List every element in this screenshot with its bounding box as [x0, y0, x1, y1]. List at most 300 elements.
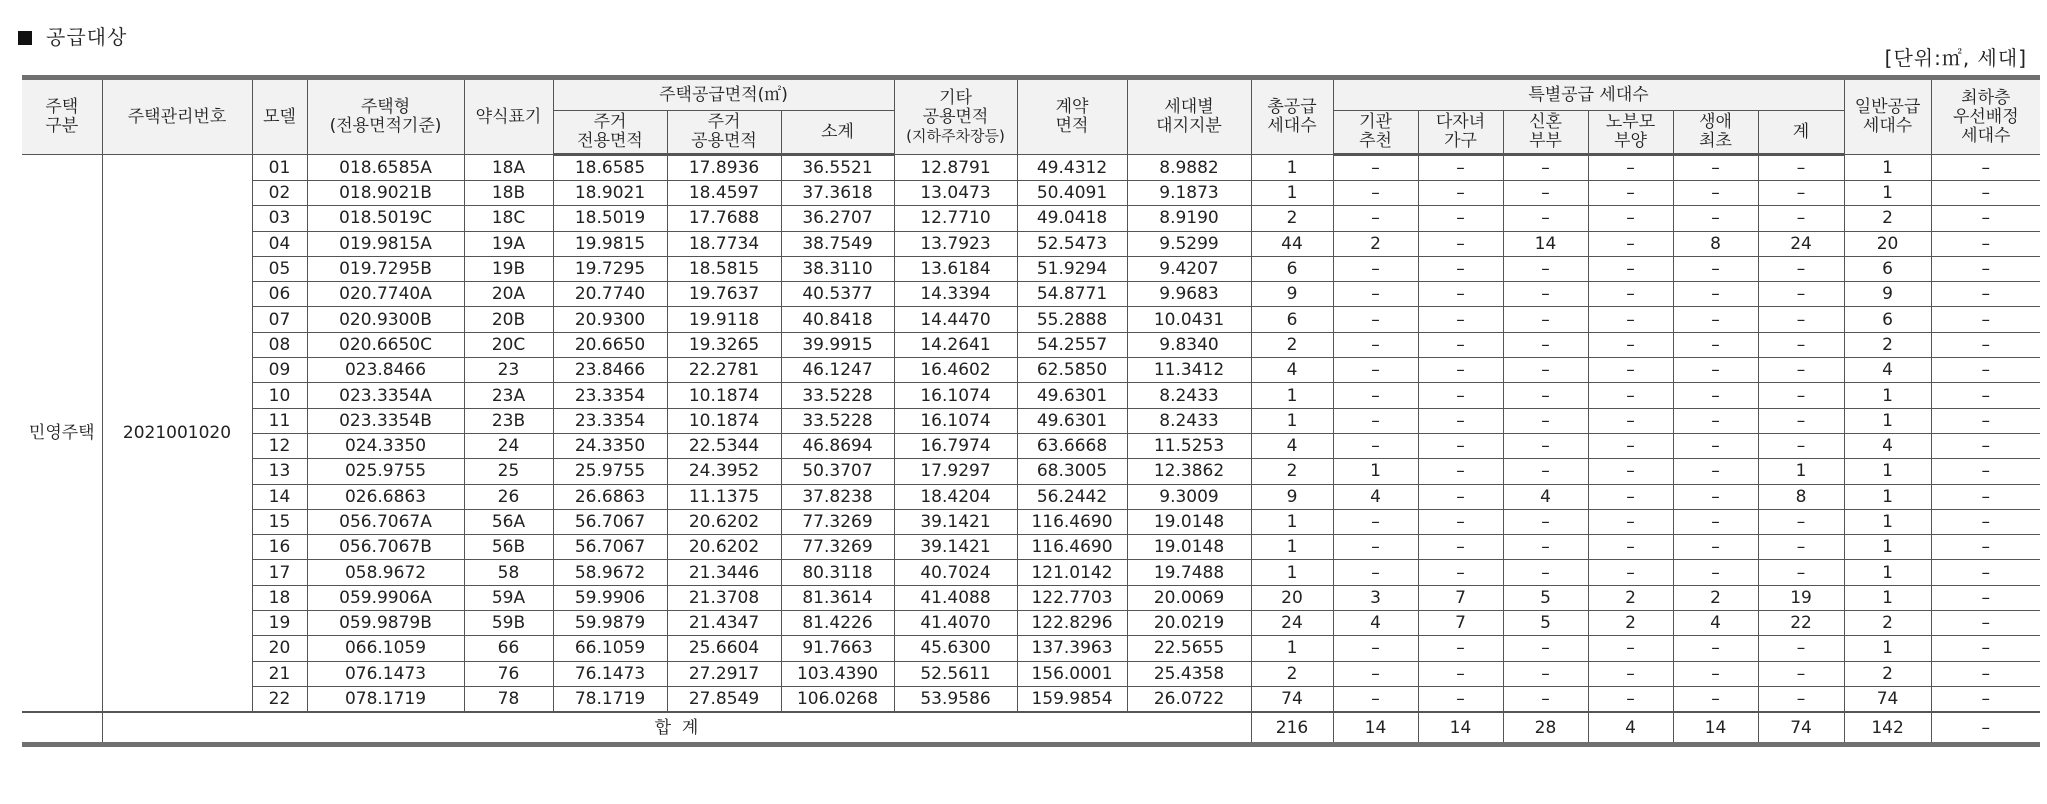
table-cell: 116.4690: [1017, 509, 1127, 534]
table-row: [22, 155, 2040, 181]
table-cell: 52.5473: [1017, 231, 1127, 256]
table-cell: 16.1074: [894, 408, 1017, 433]
table-cell: 20.7740: [553, 282, 667, 307]
table-cell: –: [1931, 231, 2040, 256]
table-cell: 18A: [464, 155, 553, 181]
table-cell: 49.6301: [1017, 383, 1127, 408]
table-cell: 121.0142: [1017, 560, 1127, 585]
table-row: [22, 383, 2040, 408]
table-cell: 3: [1333, 585, 1418, 610]
table-cell: –: [1333, 686, 1418, 712]
table-cell: 40.8418: [781, 307, 894, 332]
table-cell: –: [1673, 484, 1758, 509]
table-cell: –: [1931, 307, 2040, 332]
table-cell: 76.1473: [553, 661, 667, 686]
table-cell: 53.9586: [894, 686, 1017, 712]
table-cell: 018.5019C: [307, 206, 464, 231]
table-cell: 2: [1844, 661, 1931, 686]
table-row: [22, 206, 2040, 231]
table-cell: 20.0219: [1127, 611, 1251, 636]
supply-table: [22, 75, 2040, 747]
header-special-total: 계: [1758, 111, 1844, 155]
table-cell: –: [1588, 307, 1673, 332]
table-cell: –: [1758, 206, 1844, 231]
table-cell: –: [1418, 181, 1503, 206]
table-cell: –: [1418, 636, 1503, 661]
table-cell: –: [1758, 686, 1844, 712]
table-cell: 12: [252, 433, 307, 458]
table-cell: 19.9118: [667, 307, 781, 332]
table-cell: 27.8549: [667, 686, 781, 712]
header-model: 모델: [252, 78, 307, 155]
table-cell: 12.3862: [1127, 459, 1251, 484]
table-cell: 59A: [464, 585, 553, 610]
table-cell: –: [1758, 661, 1844, 686]
table-cell: –: [1503, 155, 1588, 181]
table-cell: –: [1418, 383, 1503, 408]
table-cell: –: [1588, 560, 1673, 585]
table-cell: –: [1673, 282, 1758, 307]
table-cell: –: [1588, 408, 1673, 433]
table-cell: 6: [1844, 307, 1931, 332]
table-cell: 77.3269: [781, 509, 894, 534]
header-special-supply: 특별공급 세대수: [1333, 78, 1844, 111]
unit-label: [단위:㎡, 세대]: [1884, 46, 2027, 70]
table-cell: 21.4347: [667, 611, 781, 636]
total-cell: 14: [1333, 712, 1418, 745]
table-cell: –: [1588, 358, 1673, 383]
table-cell: –: [1931, 256, 2040, 281]
table-cell: 08: [252, 332, 307, 357]
table-cell: –: [1758, 535, 1844, 560]
table-cell: 24: [464, 433, 553, 458]
table-cell: –: [1418, 358, 1503, 383]
table-cell: –: [1673, 686, 1758, 712]
table-cell: –: [1673, 383, 1758, 408]
table-cell: –: [1333, 206, 1418, 231]
housing-type-cell: 민영주택: [22, 155, 102, 712]
table-cell: 076.1473: [307, 661, 464, 686]
table-cell: –: [1673, 560, 1758, 585]
table-row: [22, 459, 2040, 484]
table-cell: 59.9879: [553, 611, 667, 636]
table-cell: –: [1673, 256, 1758, 281]
table-cell: 56.7067: [553, 535, 667, 560]
table-cell: 116.4690: [1017, 535, 1127, 560]
table-cell: –: [1588, 206, 1673, 231]
table-cell: 22: [1758, 611, 1844, 636]
header-other-common: [894, 78, 1017, 155]
table-cell: –: [1333, 181, 1418, 206]
table-cell: 07: [252, 307, 307, 332]
table-cell: 1: [1844, 459, 1931, 484]
table-cell: 14.4470: [894, 307, 1017, 332]
table-cell: 58.9672: [553, 560, 667, 585]
table-cell: –: [1588, 155, 1673, 181]
table-cell: –: [1931, 433, 2040, 458]
table-cell: 1: [1251, 383, 1333, 408]
table-cell: 023.3354A: [307, 383, 464, 408]
total-cell: 14: [1673, 712, 1758, 745]
table-cell: –: [1588, 636, 1673, 661]
table-row: [22, 256, 2040, 281]
table-cell: 21.3446: [667, 560, 781, 585]
table-cell: 10.1874: [667, 383, 781, 408]
table-cell: 18.9021: [553, 181, 667, 206]
table-cell: 2: [1588, 611, 1673, 636]
table-cell: 1: [1251, 636, 1333, 661]
table-cell: 059.9906A: [307, 585, 464, 610]
table-cell: 26.6863: [553, 484, 667, 509]
table-cell: 17.8936: [667, 155, 781, 181]
header-lowest-floor: 최하층 우선배정 세대수: [1931, 78, 2040, 155]
table-cell: 19.7295: [553, 256, 667, 281]
table-cell: 66: [464, 636, 553, 661]
table-cell: 58: [464, 560, 553, 585]
table-cell: –: [1673, 433, 1758, 458]
table-cell: 11.1375: [667, 484, 781, 509]
table-cell: 9.8340: [1127, 332, 1251, 357]
table-cell: 59.9906: [553, 585, 667, 610]
total-cell: 28: [1503, 712, 1588, 745]
table-cell: 14.3394: [894, 282, 1017, 307]
table-cell: 19.3265: [667, 332, 781, 357]
table-cell: –: [1418, 509, 1503, 534]
table-cell: 24: [1758, 231, 1844, 256]
table-cell: –: [1418, 231, 1503, 256]
table-cell: 5: [1503, 611, 1588, 636]
table-cell: 122.7703: [1017, 585, 1127, 610]
table-cell: –: [1673, 155, 1758, 181]
table-cell: –: [1931, 358, 2040, 383]
table-cell: 9.4207: [1127, 256, 1251, 281]
table-cell: 03: [252, 206, 307, 231]
table-cell: 1: [1844, 509, 1931, 534]
table-cell: 19: [1758, 585, 1844, 610]
table-cell: 22: [252, 686, 307, 712]
table-cell: –: [1588, 256, 1673, 281]
table-cell: 1: [1844, 484, 1931, 509]
table-cell: 25.4358: [1127, 661, 1251, 686]
table-cell: 1: [1251, 509, 1333, 534]
table-cell: 1: [1251, 560, 1333, 585]
table-cell: 76: [464, 661, 553, 686]
table-cell: –: [1418, 206, 1503, 231]
table-cell: –: [1333, 256, 1418, 281]
table-cell: 80.3118: [781, 560, 894, 585]
table-cell: 20: [1251, 585, 1333, 610]
table-cell: 56.7067: [553, 509, 667, 534]
table-cell: 8: [1758, 484, 1844, 509]
header-elderly-parent: 노부모 부양: [1588, 111, 1673, 155]
table-row: [22, 408, 2040, 433]
header-subtotal: 소계: [781, 111, 894, 155]
table-row: [22, 484, 2040, 509]
table-cell: –: [1588, 686, 1673, 712]
table-cell: 156.0001: [1017, 661, 1127, 686]
table-cell: 8.2433: [1127, 383, 1251, 408]
table-cell: –: [1588, 383, 1673, 408]
table-cell: –: [1503, 408, 1588, 433]
table-cell: 018.6585A: [307, 155, 464, 181]
table-cell: –: [1673, 661, 1758, 686]
table-cell: 23B: [464, 408, 553, 433]
header-supply-area: 주택공급면적(㎡): [553, 78, 894, 111]
table-cell: –: [1758, 332, 1844, 357]
table-cell: –: [1418, 307, 1503, 332]
table-cell: 4: [1844, 433, 1931, 458]
table-cell: 51.9294: [1017, 256, 1127, 281]
total-cell: 216: [1251, 712, 1333, 745]
table-cell: 13.7923: [894, 231, 1017, 256]
table-cell: 020.9300B: [307, 307, 464, 332]
table-cell: –: [1333, 332, 1418, 357]
table-cell: 25: [464, 459, 553, 484]
table-cell: –: [1758, 509, 1844, 534]
table-cell: 1: [1844, 155, 1931, 181]
table-cell: 24: [1251, 611, 1333, 636]
table-cell: –: [1931, 585, 2040, 610]
table-cell: 059.9879B: [307, 611, 464, 636]
table-cell: 20.6202: [667, 535, 781, 560]
table-body: [22, 155, 2040, 745]
table-cell: 37.8238: [781, 484, 894, 509]
table-cell: 78.1719: [553, 686, 667, 712]
table-cell: 52.5611: [894, 661, 1017, 686]
table-cell: 4: [1503, 484, 1588, 509]
table-cell: 2: [1251, 206, 1333, 231]
table-cell: 4: [1844, 358, 1931, 383]
table-cell: –: [1758, 307, 1844, 332]
total-blank-cell: [22, 712, 102, 745]
header-newlywed: 신혼 부부: [1503, 111, 1588, 155]
table-cell: 21.3708: [667, 585, 781, 610]
total-cell: –: [1931, 712, 2040, 745]
table-cell: –: [1333, 307, 1418, 332]
table-cell: 1: [1844, 181, 1931, 206]
table-cell: 12.7710: [894, 206, 1017, 231]
table-cell: 056.7067A: [307, 509, 464, 534]
table-cell: 8.9882: [1127, 155, 1251, 181]
table-cell: 19.9815: [553, 231, 667, 256]
table-cell: 18C: [464, 206, 553, 231]
table-cell: 1: [1844, 383, 1931, 408]
table-row: [22, 661, 2040, 686]
total-label: 합 계: [102, 712, 1251, 745]
table-cell: 18.4597: [667, 181, 781, 206]
table-cell: 1: [1844, 585, 1931, 610]
table-cell: 023.8466: [307, 358, 464, 383]
table-cell: 20B: [464, 307, 553, 332]
table-cell: 6: [1251, 256, 1333, 281]
table-cell: 23.8466: [553, 358, 667, 383]
table-cell: –: [1418, 459, 1503, 484]
table-cell: –: [1503, 535, 1588, 560]
table-cell: 8.2433: [1127, 408, 1251, 433]
header-multi-child: 다자녀 가구: [1418, 111, 1503, 155]
table-cell: –: [1588, 332, 1673, 357]
table-cell: 2: [1844, 206, 1931, 231]
table-cell: –: [1333, 535, 1418, 560]
table-cell: –: [1503, 307, 1588, 332]
table-cell: –: [1758, 256, 1844, 281]
total-cell: 4: [1588, 712, 1673, 745]
table-cell: 4: [1251, 358, 1333, 383]
table-cell: –: [1931, 459, 2040, 484]
table-cell: 1: [1251, 535, 1333, 560]
table-cell: 026.6863: [307, 484, 464, 509]
management-no-cell: 2021001020: [102, 155, 252, 712]
table-cell: 45.6300: [894, 636, 1017, 661]
table-cell: 13.0473: [894, 181, 1017, 206]
table-cell: –: [1931, 282, 2040, 307]
table-cell: –: [1931, 181, 2040, 206]
table-cell: 49.4312: [1017, 155, 1127, 181]
table-cell: 16.1074: [894, 383, 1017, 408]
table-cell: –: [1333, 433, 1418, 458]
header-agency: 기관 추천: [1333, 111, 1418, 155]
header-general-supply: 일반공급 세대수: [1844, 78, 1931, 155]
table-cell: 46.8694: [781, 433, 894, 458]
table-cell: 19: [252, 611, 307, 636]
table-cell: –: [1588, 484, 1673, 509]
table-cell: –: [1673, 181, 1758, 206]
table-cell: 1: [1251, 181, 1333, 206]
table-cell: 9: [1844, 282, 1931, 307]
table-cell: 058.9672: [307, 560, 464, 585]
table-cell: 1: [1844, 408, 1931, 433]
table-cell: –: [1333, 383, 1418, 408]
table-cell: 50.4091: [1017, 181, 1127, 206]
table-cell: 16: [252, 535, 307, 560]
table-cell: 1: [1844, 535, 1931, 560]
table-cell: –: [1333, 408, 1418, 433]
table-cell: 023.3354B: [307, 408, 464, 433]
table-cell: –: [1758, 181, 1844, 206]
header-first-life: 생애 최초: [1673, 111, 1758, 155]
table-cell: 18.5815: [667, 256, 781, 281]
table-cell: 2: [1251, 459, 1333, 484]
table-cell: 019.9815A: [307, 231, 464, 256]
table-cell: 04: [252, 231, 307, 256]
table-cell: –: [1931, 155, 2040, 181]
table-cell: –: [1588, 231, 1673, 256]
table-cell: 36.5521: [781, 155, 894, 181]
table-cell: 23.3354: [553, 383, 667, 408]
table-cell: 41.4070: [894, 611, 1017, 636]
table-cell: –: [1931, 383, 2040, 408]
table-cell: 018.9021B: [307, 181, 464, 206]
table-cell: –: [1503, 206, 1588, 231]
table-row: [22, 585, 2040, 610]
table-cell: –: [1931, 332, 2040, 357]
table-cell: –: [1673, 408, 1758, 433]
table-cell: 39.9915: [781, 332, 894, 357]
table-cell: 2: [1588, 585, 1673, 610]
table-cell: 50.3707: [781, 459, 894, 484]
header-other-common-note: (지하주차장등): [906, 126, 1005, 145]
table-cell: –: [1333, 560, 1418, 585]
header-house-type: 주택형 (전용면적기준): [307, 78, 464, 155]
table-cell: 74: [1844, 686, 1931, 712]
table-cell: –: [1588, 181, 1673, 206]
table-cell: –: [1418, 560, 1503, 585]
table-cell: 27.2917: [667, 661, 781, 686]
table-cell: 2: [1844, 611, 1931, 636]
table-cell: –: [1418, 686, 1503, 712]
table-cell: –: [1588, 459, 1673, 484]
table-cell: 09: [252, 358, 307, 383]
table-cell: 38.3110: [781, 256, 894, 281]
table-cell: 01: [252, 155, 307, 181]
table-cell: 9.3009: [1127, 484, 1251, 509]
table-cell: –: [1931, 484, 2040, 509]
table-cell: 18: [252, 585, 307, 610]
table-cell: 1: [1844, 560, 1931, 585]
table-cell: 18.6585: [553, 155, 667, 181]
table-cell: 05: [252, 256, 307, 281]
table-cell: 33.5228: [781, 408, 894, 433]
table-cell: 9.9683: [1127, 282, 1251, 307]
table-cell: 18.4204: [894, 484, 1017, 509]
table-cell: 8: [1673, 231, 1758, 256]
table-cell: 22.2781: [667, 358, 781, 383]
table-cell: –: [1418, 433, 1503, 458]
table-cell: 22.5344: [667, 433, 781, 458]
table-cell: 024.3350: [307, 433, 464, 458]
table-cell: 23: [464, 358, 553, 383]
table-cell: 9: [1251, 282, 1333, 307]
total-cell: 74: [1758, 712, 1844, 745]
table-cell: 17.9297: [894, 459, 1017, 484]
table-cell: –: [1673, 509, 1758, 534]
table-cell: –: [1333, 155, 1418, 181]
header-exclusive-area: 주거 전용면적: [553, 111, 667, 155]
table-cell: 4: [1333, 611, 1418, 636]
table-cell: 21: [252, 661, 307, 686]
table-cell: –: [1333, 358, 1418, 383]
header-contract-area: 계약 면적: [1017, 78, 1127, 155]
table-cell: –: [1931, 206, 2040, 231]
table-cell: 10.1874: [667, 408, 781, 433]
table-cell: –: [1418, 256, 1503, 281]
table-cell: 5: [1503, 585, 1588, 610]
table-cell: –: [1758, 358, 1844, 383]
table-cell: 1: [1844, 636, 1931, 661]
table-cell: 38.7549: [781, 231, 894, 256]
table-cell: –: [1503, 661, 1588, 686]
table-cell: 1: [1333, 459, 1418, 484]
table-cell: 26: [464, 484, 553, 509]
table-row: [22, 282, 2040, 307]
table-cell: 066.1059: [307, 636, 464, 661]
table-cell: –: [1333, 661, 1418, 686]
table-cell: 17: [252, 560, 307, 585]
table-cell: 20: [1844, 231, 1931, 256]
square-bullet-icon: [18, 31, 32, 45]
table-cell: 54.8771: [1017, 282, 1127, 307]
table-cell: –: [1588, 433, 1673, 458]
table-cell: 4: [1333, 484, 1418, 509]
table-cell: 078.1719: [307, 686, 464, 712]
table-cell: 9.5299: [1127, 231, 1251, 256]
table-cell: 41.4088: [894, 585, 1017, 610]
table-cell: 1: [1251, 155, 1333, 181]
table-cell: 2: [1251, 661, 1333, 686]
table-cell: 36.2707: [781, 206, 894, 231]
table-row: [22, 307, 2040, 332]
table-cell: 39.1421: [894, 535, 1017, 560]
